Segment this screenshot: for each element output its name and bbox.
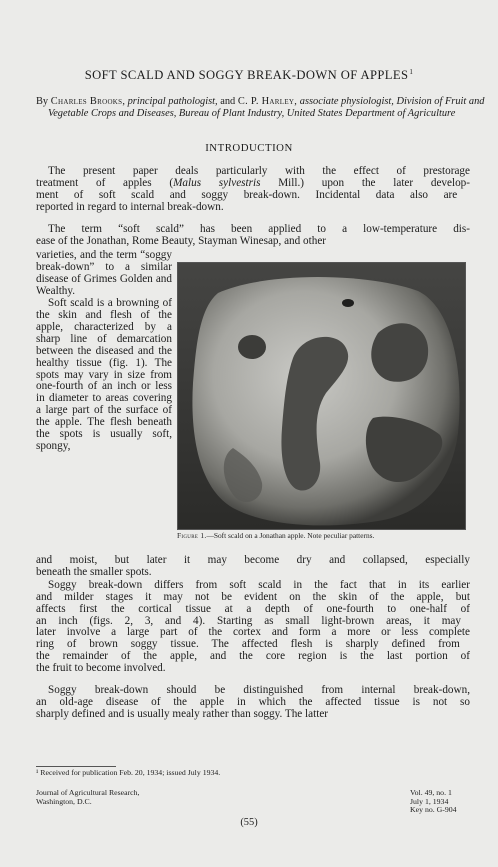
distinguish-line-2: an old-age disease of the apple in which the affected tissue is not so bbox=[36, 695, 470, 708]
title-text: SOFT SCALD AND SOGGY BREAK-DOWN OF APPLES bbox=[84, 68, 409, 83]
figure-1-photo bbox=[177, 262, 466, 530]
term-line-2: ease of the Jonathan, Rome Beauty, Stayman Winesap, and other bbox=[36, 234, 327, 247]
byline-and: and bbox=[220, 96, 236, 107]
journal-info bbox=[36, 789, 140, 806]
author1-name: Charles Brooks bbox=[50, 96, 123, 107]
soggy-line-4: an inch (figs. 2, 3, and 4). Starting as small light-brown areas, it may bbox=[36, 614, 461, 627]
species-name: Malus sylvestris bbox=[173, 176, 261, 189]
soggy-line-5: later involve a large part of the cortex and form a more or less complete bbox=[36, 626, 470, 639]
caption-label: Figure 1. bbox=[177, 531, 207, 540]
caption-text: —Soft scald on a Jonathan apple. Note peculiar patterns. bbox=[206, 531, 375, 540]
volume-number: Vol. 49, no. 1 bbox=[410, 788, 452, 797]
narrow-column bbox=[36, 250, 172, 453]
soggy-line-7: the remainder of the apple, and the core region is the last portion of bbox=[36, 650, 470, 663]
continue-line-2: beneath the smaller spots. bbox=[36, 565, 152, 578]
volume-info bbox=[410, 789, 457, 815]
soggy-line-6: ring of brown soggy tissue. The affected flesh is sharply defined from bbox=[36, 638, 460, 651]
continue-line-1: and moist, but later it may become dry and collapsed, especially bbox=[36, 554, 470, 566]
author2-name: C. P. Harley, bbox=[237, 96, 298, 107]
byline-prefix: By bbox=[36, 96, 49, 107]
page-number: (55) bbox=[240, 817, 258, 828]
volume-date: July 1, 1934 bbox=[410, 796, 449, 806]
scald-spot-small bbox=[238, 335, 266, 359]
title-footnote-mark: 1 bbox=[409, 68, 414, 76]
term-paragraph bbox=[36, 224, 470, 248]
term-line-1: The term “soft scald” has been applied to a low-temperature dis- bbox=[48, 223, 470, 235]
intro-line-4: reported in regard to internal break-down. bbox=[36, 200, 224, 213]
soggy-line-1: Soggy break-down differs from soft scald in the fact that in its earlier bbox=[48, 579, 470, 591]
distinguish-line-1: Soggy break-down should be distinguished from internal break-down, bbox=[48, 684, 470, 696]
distinguish-paragraph bbox=[36, 685, 470, 721]
article-title bbox=[0, 68, 498, 83]
footnote-rule bbox=[36, 766, 116, 767]
continue-paragraph bbox=[36, 555, 470, 579]
figure-1-caption bbox=[177, 531, 467, 540]
journal-place: Washington, D.C. bbox=[36, 796, 92, 806]
byline: By Charles Brooks, principal pathologist, and C. P. Harley, associate physiologist, Division of Fruit and Vegetable Crops and Diseases, Bureau of Plant Industry, United States Department of Agriculture bbox=[36, 96, 485, 119]
author1-role: principal pathologist, bbox=[127, 96, 218, 107]
stem-cavity bbox=[342, 299, 354, 307]
footnote: ¹ Received for publication Feb. 20, 1934; issued July 1934. bbox=[36, 768, 221, 777]
intro-line-3: ment of soft scald and soggy break-down. Incidental data also are bbox=[36, 188, 458, 201]
scald-spot-right bbox=[371, 323, 428, 382]
author2-role: associate physiologist, Division of Fruit and Vegetable Crops and Diseases, Bureau of Plant Industry, United States Department of Agriculture bbox=[48, 96, 485, 119]
intro-paragraph bbox=[36, 166, 470, 213]
soggy-line-8: the fruit to become involved. bbox=[36, 661, 166, 674]
narrow-para-1: varieties, and the term “soggy break-down” to a similar disease of Grimes Golden and Wealthy. bbox=[36, 249, 172, 297]
volume-key: Key no. G-904 bbox=[410, 805, 457, 815]
intro-line-2a: treatment of apples ( bbox=[36, 176, 174, 189]
soggy-paragraph bbox=[36, 580, 470, 675]
narrow-para-2: Soft scald is a browning of the skin and flesh of the apple, characterized by a sharp line of demarcation between the diseased and the healthy tissue (fig. 1). The spots may vary in size from one-fourth of an inch or less in diameter to areas covering a large part of the surface of the apple. The flesh beneath the spots is usually soft, spongy, bbox=[36, 296, 172, 453]
distinguish-line-3: sharply defined and is usually mealy rather than soggy. The latter bbox=[36, 707, 329, 720]
apple-with-scald-spots-icon bbox=[178, 263, 465, 529]
journal-name: Journal of Agricultural Research, bbox=[36, 788, 140, 797]
intro-line-1: The present paper deals particularly with the effect of prestorage bbox=[48, 165, 470, 177]
intro-line-2b: Mill.) upon the later develop- bbox=[260, 176, 471, 189]
section-heading: INTRODUCTION bbox=[205, 142, 293, 154]
soggy-line-2: and milder stages it may not be evident on the skin of the apple, but bbox=[36, 590, 470, 603]
soggy-line-3: affects first the cortical tissue at a depth of one-fourth to one-half of bbox=[36, 602, 470, 615]
